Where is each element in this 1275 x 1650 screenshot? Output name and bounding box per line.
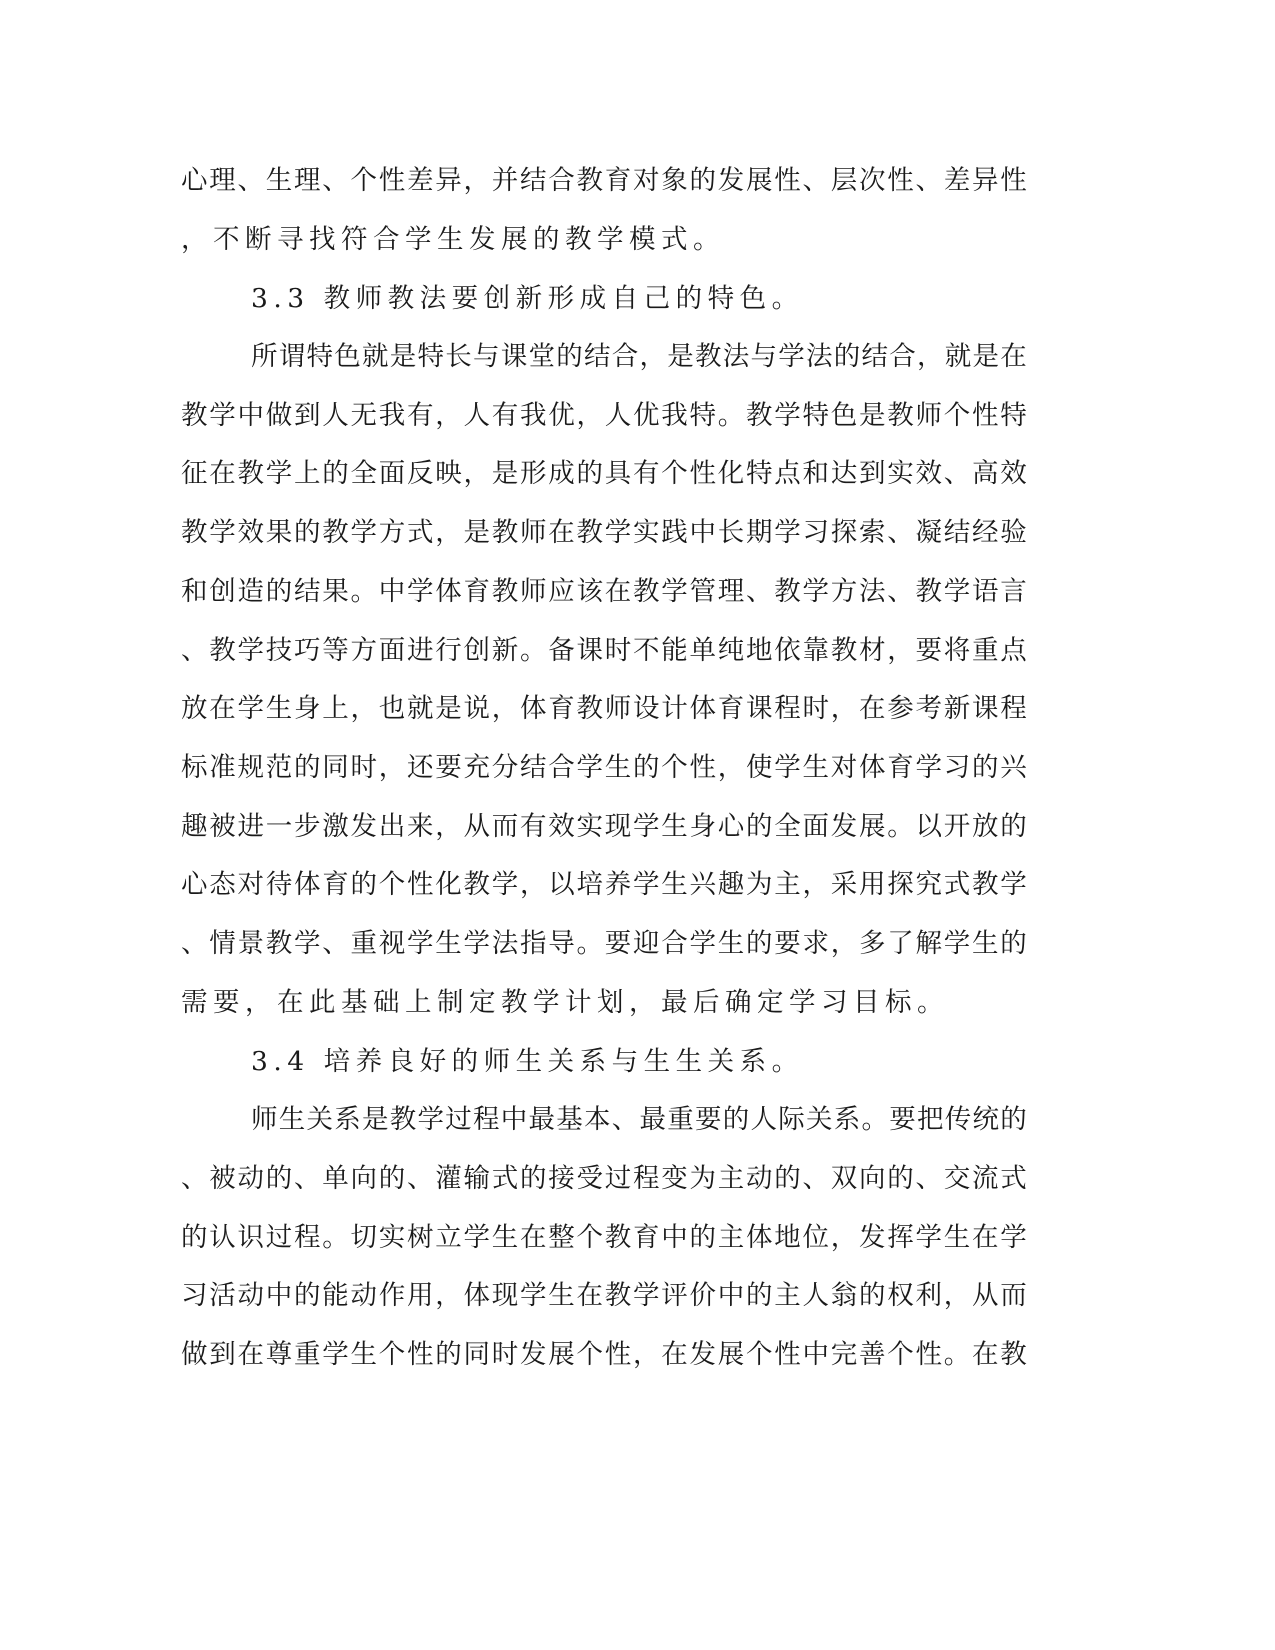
paragraph-first-line: 所谓特色就是特长与课堂的结合，是教法与学法的结合，就是在 — [251, 341, 1028, 372]
text-line: 教学效果的教学方式，是教师在教学实践中长期学习探索、凝结经验 — [181, 517, 1029, 548]
text-line: ，不断寻找符合学生发展的教学模式。 — [181, 224, 725, 255]
text-line: 习活动中的能动作用，体现学生在教学评价中的主人翁的权利，从而 — [181, 1280, 1029, 1311]
text-line: 需要，在此基础上制定教学计划，最后确定学习目标。 — [181, 987, 949, 1018]
text-line: 征在教学上的全面反映，是形成的具有个性化特点和达到实效、高效 — [181, 458, 1029, 489]
text-line: 和创造的结果。中学体育教师应该在教学管理、教学方法、教学语言 — [181, 576, 1029, 607]
paragraph-first-line: 师生关系是教学过程中最基本、最重要的人际关系。要把传统的 — [251, 1104, 1028, 1135]
text-line: 、被动的、单向的、灌输式的接受过程变为主动的、双向的、交流式 — [181, 1163, 1029, 1194]
text-line: 心态对待体育的个性化教学，以培养学生兴趣为主，采用探究式教学 — [181, 869, 1029, 900]
text-line: 的认识过程。切实树立学生在整个教育中的主体地位，发挥学生在学 — [181, 1222, 1029, 1253]
text-line: 心理、生理、个性差异，并结合教育对象的发展性、层次性、差异性 — [181, 165, 1029, 196]
text-line: 趣被进一步激发出来，从而有效实现学生身心的全面发展。以开放的 — [181, 811, 1029, 842]
text-line: 做到在尊重学生个性的同时发展个性，在发展个性中完善个性。在教 — [181, 1339, 1029, 1370]
section-heading: 3.3 教师教法要创新形成自己的特色。 — [251, 283, 804, 314]
text-line: 标准规范的同时，还要充分结合学生的个性，使学生对体育学习的兴 — [181, 752, 1029, 783]
text-line: 、教学技巧等方面进行创新。备课时不能单纯地依靠教材，要将重点 — [181, 635, 1029, 666]
text-line: 教学中做到人无我有，人有我优，人优我特。教学特色是教师个性特 — [181, 400, 1029, 431]
section-heading: 3.4 培养良好的师生关系与生生关系。 — [251, 1046, 804, 1077]
text-line: 、情景教学、重视学生学法指导。要迎合学生的要求，多了解学生的 — [181, 928, 1029, 959]
text-line: 放在学生身上，也就是说，体育教师设计体育课程时，在参考新课程 — [181, 693, 1029, 724]
